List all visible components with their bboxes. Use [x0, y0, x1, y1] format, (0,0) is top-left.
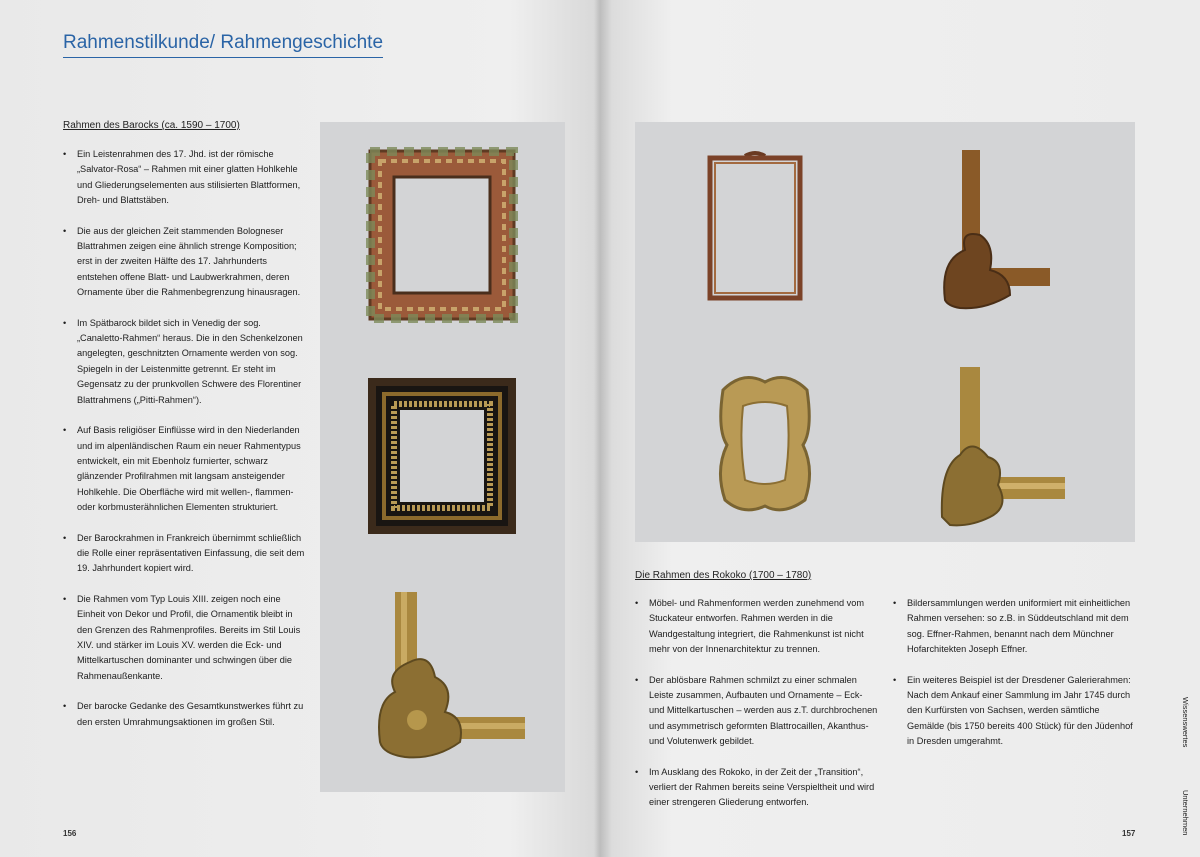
rococo-frame-1-image [705, 150, 805, 302]
rococo-corner-1-image [940, 150, 1050, 310]
list-item: • Die Rahmen vom Typ Louis XIII. zeigen noch eine Einheit von Dekor und Profil, die Ornamentik bleibt in den Grenzen des Rahmenprofiles. Bereits im Stil Louis XIV. und stärker im Louis XV. werden die Eck- und Mittelkartuschen dominanter und schwingen über die Rahmenaußenkante. [63, 592, 308, 684]
louis-corner-frame-image [375, 592, 525, 762]
rococo-bullet-list-1 [635, 596, 880, 826]
rococo-bullet-list-2 [893, 596, 1138, 765]
image-panel-rococo [635, 122, 1135, 542]
list-item: • Der Barockrahmen in Frankreich übernimmt schließlich die Rolle einer repräsentativen Einfassung, die seit dem 19. Jahrhundert kopiert wird. [63, 531, 308, 577]
baroque-bullet-list [63, 147, 308, 745]
list-item: • Möbel- und Rahmenformen werden zunehmend vom Stuckateur entworfen. Rahmen werden in die Wandgestaltung integriert, die Rahmenkunst ist nicht mehr von der Innenarchitektur zu trennen. [635, 596, 880, 658]
list-item: • Der ablösbare Rahmen schmilzt zu einer schmalen Leiste zusammen, Aufbauten und Ornamente – Eck- und Mittelkartuschen – werden aus z.T. durchbrochenen und asymmetrisch geformten Blattrocaillen, Akanthus- und Volutenwerk gebildet. [635, 673, 880, 750]
list-item: • Im Ausklang des Rokoko, in der Zeit der „Transition“, verliert der Rahmen bereits seine Verspieltheit und wird einer strengeren Gliederung entworfen. [635, 765, 880, 811]
page-title: Rahmenstilkunde/ Rahmengeschichte [63, 32, 383, 58]
section-heading-rococo: Die Rahmen des Rokoko (1700 – 1780) [635, 570, 812, 581]
list-item: • Bildersammlungen werden uniformiert mit einheitlichen Rahmen versehen: so z.B. in Süddeutschland mit dem sog. Effner-Rahmen, benannt nach dem Münchner Hofarchitekten Joseph Effner. [893, 596, 1138, 658]
image-panel-baroque [320, 122, 565, 792]
list-item: • Ein Leistenrahmen des 17. Jhd. ist der römische „Salvator-Rosa“ – Rahmen mit einer glatten Hohlkehle und Gliederungselementen aus stilisierten Blattformen, Dreh- und Blattstäben. [63, 147, 308, 209]
right-page [600, 0, 1200, 857]
ebony-frame-image [366, 374, 518, 536]
rococo-frame-2-image [713, 370, 817, 516]
rococo-corner-2-image [940, 367, 1065, 527]
page-number: 157 [1122, 829, 1136, 838]
page-number: 156 [63, 829, 77, 838]
list-item: • Im Spätbarock bildet sich in Venedig der sog. „Canaletto-Rahmen“ heraus. Die in den Schenkelzonen angelegten, geschnitzten Ornamente werden von sog. Spiegeln in der Leistenmitte getrennt. Er steht im Gegensatz zu der prunkvollen Schwere des Florentiner Blattrahmens („Pitti-Rahmen“). [63, 316, 308, 408]
list-item: • Auf Basis religiöser Einflüsse wird in den Niederlanden und im alpenländischen Raum ein neuer Rahmentypus entwickelt, ein mit Ebenholz furnierter, schwarz glänzender Profilrahmen mit langsam ansteigender Hohlkehle. Die Oberfläche wird mit wellen-, flammen- oder korbmusterähnlichen Elementen strukturiert. [63, 423, 308, 515]
section-heading-baroque: Rahmen des Barocks (ca. 1590 – 1700) [63, 120, 240, 131]
bolognese-frame-image [366, 147, 518, 323]
side-tab-wissenswertes[interactable]: Wissenswertes [1181, 697, 1190, 748]
list-item: • Ein weiteres Beispiel ist der Dresdener Galerierahmen: Nach dem Ankauf einer Sammlung im Jahr 1745 durch den Kurfürsten von Sachsen, werden sämtliche Gemälde (bis 1750 bereits 400 Stück) für den Jüdenhof in Dresden umgerahmt. [893, 673, 1138, 750]
list-item: • Der barocke Gedanke des Gesamtkunstwerkes führt zu den ersten Umrahmungsaktionen im großen Stil. [63, 699, 308, 730]
side-tab-unternehmen[interactable]: Unternehmen [1181, 790, 1190, 836]
list-item: • Die aus der gleichen Zeit stammenden Bologneser Blattrahmen zeigen eine ähnlich strenge Komposition; erst in der zweiten Hälfte des 17. Jahrhunderts entstehen offene Blatt- und Laubwerkrahmen, deren Ornamente über die Rahmenbegrenzung hinausragen. [63, 224, 308, 301]
